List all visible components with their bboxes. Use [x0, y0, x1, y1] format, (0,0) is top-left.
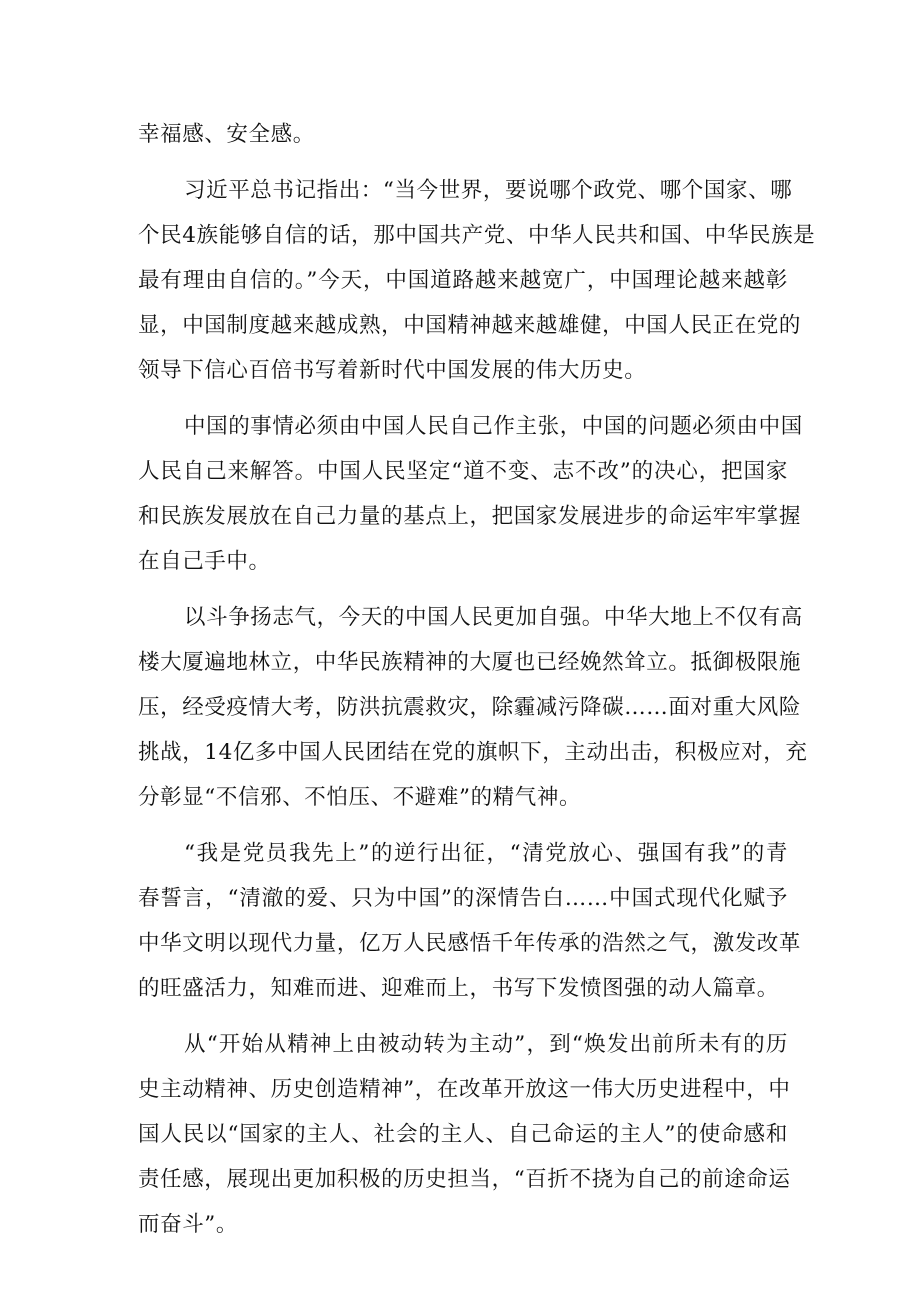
text-line: 的旺盛活力，知难而进、迎难而上，书写下发愤图强的动人篇章。: [138, 976, 779, 1001]
text-line: 国人民以“国家的主人、社会的主人、自己命运的主人”的使命感和: [138, 1122, 788, 1147]
paragraph-2: [138, 168, 816, 393]
paragraph-gap: [138, 820, 788, 831]
paragraph-4: [138, 595, 808, 820]
document-page: [138, 112, 816, 1247]
text-line: 习近平总书记指出：“当今世界，要说哪个政党、哪个国家、哪: [184, 178, 793, 203]
text-line: 楼大厦遍地林立，中华民族精神的大厦也已经娩然耸立。抵御极限施: [138, 650, 802, 675]
paragraph-1: [138, 112, 788, 157]
text-line: 显，中国制度越来越成熟，中国精神越来越雄健，中国人民正在党的: [138, 313, 802, 338]
text-line: 中国的事情必须由中国人民自己作主张，中国的问题必须由中国: [184, 414, 803, 439]
text-line: 从“开始从精神上由被动转为主动”，到“焕发出前所未有的历: [184, 1032, 788, 1057]
text-line: 和民族发展放在自己力量的基点上，把国家发展进步的命运牢牢掌握: [138, 504, 802, 529]
text-line: 以斗争扬志气，今天的中国人民更加自强。中华大地上不仅有高: [184, 605, 803, 630]
paragraph-gap: [138, 1011, 788, 1022]
text-line: 而奋斗”。: [138, 1212, 238, 1237]
text-line: 分彰显“不信邪、不怕压、不避难”的精气神。: [138, 785, 582, 810]
paragraph-5: [138, 831, 802, 1011]
text-line: 史主动精神、历史创造精神”，在改革开放这一伟大历史进程中，中: [138, 1077, 791, 1102]
text-line: 挑战，14亿多中国人民团结在党的旗帜下，主动出击，积极应对，充: [138, 740, 808, 765]
text-line: 在自己手中。: [138, 549, 271, 574]
text-line: 最有理由自信的。”今天，中国道路越来越宽广，中国理论越来越彰: [138, 268, 788, 293]
text-line: 幸福感、安全感。: [138, 122, 315, 147]
paragraph-gap: [138, 157, 788, 168]
paragraph-6: [138, 1022, 791, 1247]
paragraph-gap: [138, 584, 788, 595]
text-line: 领导下信心百倍书写着新时代中国发展的伟大历史。: [138, 358, 647, 383]
paragraph-gap: [138, 393, 788, 404]
text-line: 春誓言，“清澈的爱、只为中国”的深情告白……中国式现代化赋予: [138, 886, 788, 911]
text-line: 中华文明以现代力量，亿万人民感悟千年传承的浩然之气，激发改革: [138, 931, 802, 956]
paragraph-3: [138, 404, 803, 584]
text-line: 压，经受疫情大考，防洪抗震救灾，除霾减污降碳……面对重大风险: [138, 695, 802, 720]
text-line: “我是党员我先上”的逆行出征，“清党放心、强国有我”的青: [184, 841, 788, 866]
text-line: 个民4族能够自信的话，那中国共产党、中华人民共和国、中华民族是: [138, 223, 816, 248]
text-line: 责任感，展现出更加积极的历史担当，“百折不挠为自己的前途命运: [138, 1167, 791, 1192]
text-line: 人民自己来解答。中国人民坚定“道不变、志不改”的决心，把国家: [138, 459, 788, 484]
